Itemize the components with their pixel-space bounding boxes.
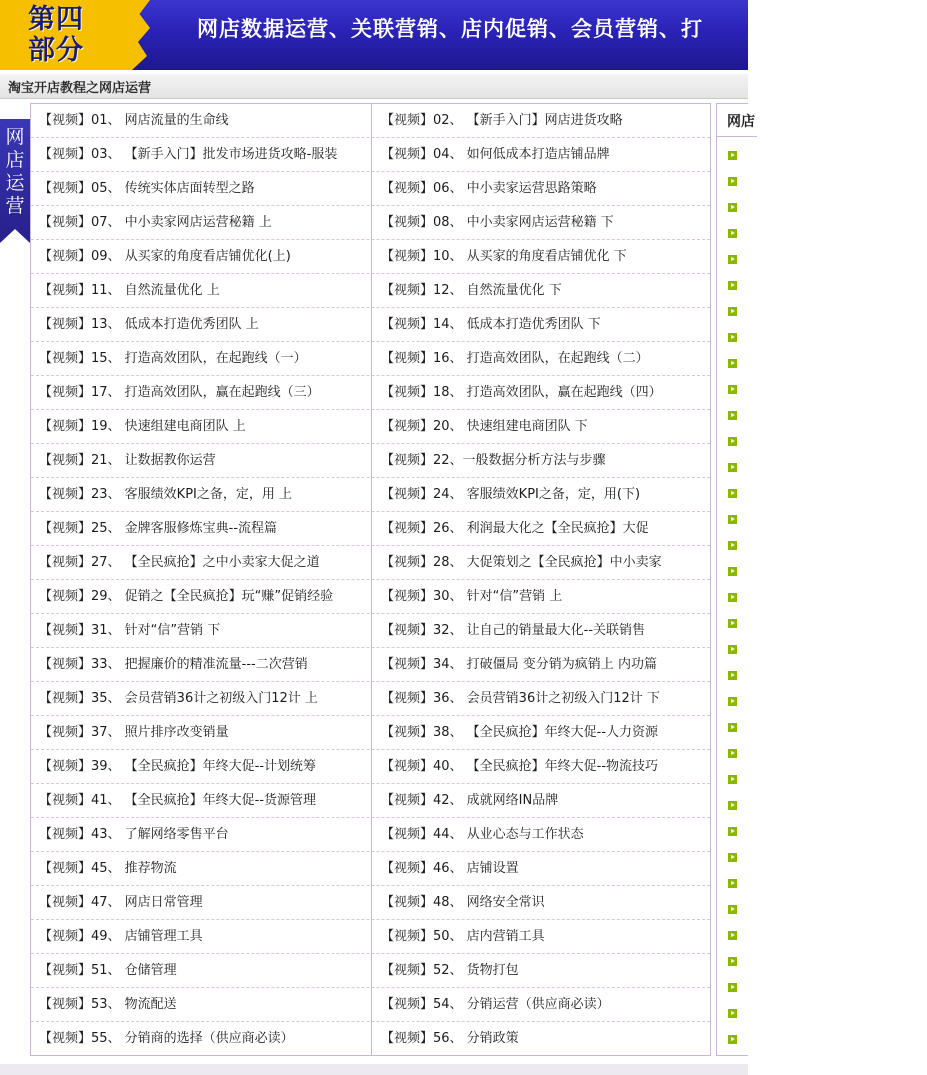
video-list-table: [30, 103, 711, 1056]
table-row: [31, 104, 710, 138]
bullet-arrow-icon: [728, 489, 737, 498]
bullet-arrow-icon: [728, 515, 737, 524]
video-link[interactable]: 【视频】37、 照片排序改变销量: [39, 725, 229, 740]
bullet-arrow-icon: [728, 541, 737, 550]
bullet-arrow-icon: [728, 385, 737, 394]
video-link[interactable]: 【视频】32、 让自己的销量最大化--关联销售: [381, 623, 646, 638]
video-link[interactable]: 【视频】27、 【全民疯抢】之中小卖家大促之道: [39, 555, 320, 570]
breadcrumb-title: 淘宝开店教程之网店运营: [8, 81, 152, 96]
table-row: [31, 886, 710, 920]
bullet-arrow-icon: [728, 697, 737, 706]
video-link[interactable]: 【视频】30、 针对“信”营销 上: [381, 589, 563, 604]
video-link[interactable]: 【视频】55、 分销商的选择（供应商必读）: [39, 1031, 294, 1046]
video-link[interactable]: 【视频】09、 从买家的角度看店铺优化(上): [39, 249, 291, 264]
video-link[interactable]: 【视频】08、 中小卖家网店运营秘籍 下: [381, 215, 614, 230]
video-link[interactable]: 【视频】33、 把握廉价的精准流量---二次营销: [39, 657, 308, 672]
footer-band: [0, 1064, 748, 1075]
bullet-arrow-icon: [728, 1035, 737, 1044]
video-link[interactable]: 【视频】56、 分销政策: [381, 1031, 519, 1046]
video-link[interactable]: 【视频】21、 让数据教你运营: [39, 453, 216, 468]
sidebar-title: 网店: [727, 114, 755, 130]
video-link[interactable]: 【视频】48、 网络安全常识: [381, 895, 545, 910]
table-row: [31, 954, 710, 988]
section-vertical-label: [0, 119, 30, 229]
video-link[interactable]: 【视频】20、 快速组建电商团队 下: [381, 419, 588, 434]
table-row: [31, 240, 710, 274]
video-link[interactable]: 【视频】43、 了解网络零售平台: [39, 827, 229, 842]
bullet-arrow-icon: [728, 619, 737, 628]
bullet-arrow-icon: [728, 437, 737, 446]
bullet-arrow-icon: [728, 983, 737, 992]
table-row: [31, 342, 710, 376]
table-row: [31, 818, 710, 852]
video-link[interactable]: 【视频】35、 会员营销36计之初级入门12计 上: [39, 691, 318, 706]
table-row: [31, 1022, 710, 1056]
vertical-label-arrow: [0, 229, 30, 243]
table-row: [31, 546, 710, 580]
table-row: [31, 988, 710, 1022]
bullet-arrow-icon: [728, 333, 737, 342]
video-link[interactable]: 【视频】50、 店内营销工具: [381, 929, 545, 944]
bullet-arrow-icon: [728, 255, 737, 264]
bullet-arrow-icon: [728, 723, 737, 732]
bullet-arrow-icon: [728, 229, 737, 238]
section-badge: [0, 0, 150, 70]
table-row: [31, 852, 710, 886]
video-link[interactable]: 【视频】31、 针对“信”营销 下: [39, 623, 221, 638]
video-link[interactable]: 【视频】07、 中小卖家网店运营秘籍 上: [39, 215, 272, 230]
table-row: [31, 784, 710, 818]
video-link[interactable]: 【视频】14、 低成本打造优秀团队 下: [381, 317, 601, 332]
video-link[interactable]: 【视频】40、 【全民疯抢】年终大促--物流技巧: [381, 759, 659, 774]
video-link[interactable]: 【视频】22、一般数据分析方法与步骤: [381, 453, 606, 468]
video-link[interactable]: 【视频】13、 低成本打造优秀团队 上: [39, 317, 259, 332]
video-link[interactable]: 【视频】25、 金牌客服修炼宝典--流程篇: [39, 521, 278, 536]
video-link[interactable]: 【视频】06、 中小卖家运营思路策略: [381, 181, 597, 196]
vertical-label-text: 网店运营: [5, 126, 25, 217]
bullet-arrow-icon: [728, 281, 737, 290]
table-row: [31, 308, 710, 342]
video-link[interactable]: 【视频】52、 货物打包: [381, 963, 519, 978]
video-link[interactable]: 【视频】53、 物流配送: [39, 997, 177, 1012]
bullet-arrow-icon: [728, 593, 737, 602]
bullet-arrow-icon: [728, 307, 737, 316]
video-link[interactable]: 【视频】29、 促销之【全民疯抢】玩“赚”促销经验: [39, 589, 334, 604]
badge-text: [28, 4, 128, 66]
badge-line-1: 第四: [28, 4, 84, 35]
table-row: [31, 376, 710, 410]
table-row: [31, 172, 710, 206]
video-link[interactable]: 【视频】02、 【新手入门】网店进货攻略: [381, 113, 623, 128]
table-row: [31, 138, 710, 172]
video-link[interactable]: 【视频】24、 客服绩效KPI之备，定，用(下): [381, 487, 641, 502]
video-link[interactable]: 【视频】41、 【全民疯抢】年终大促--货源管理: [39, 793, 317, 808]
video-link[interactable]: 【视频】54、 分销运营（供应商必读）: [381, 997, 610, 1012]
banner-title: 网店数据运营、关联营销、店内促销、会员营销、打: [197, 17, 703, 41]
video-link[interactable]: 【视频】26、 利润最大化之【全民疯抢】大促: [381, 521, 649, 536]
table-row: [31, 206, 710, 240]
bullet-arrow-icon: [728, 463, 737, 472]
video-link[interactable]: 【视频】44、 从业心态与工作状态: [381, 827, 584, 842]
table-row: [31, 682, 710, 716]
video-link[interactable]: 【视频】39、 【全民疯抢】年终大促--计划统筹: [39, 759, 317, 774]
table-row: [31, 614, 710, 648]
table-row: [31, 716, 710, 750]
bullet-arrow-icon: [728, 905, 737, 914]
bullet-arrow-icon: [728, 879, 737, 888]
video-link[interactable]: 【视频】19、 快速组建电商团队 上: [39, 419, 246, 434]
table-row: [31, 648, 710, 682]
video-link[interactable]: 【视频】18、 打造高效团队，赢在起跑线（四）: [381, 385, 662, 400]
video-link[interactable]: 【视频】04、 如何低成本打造店铺品牌: [381, 147, 610, 162]
video-link[interactable]: 【视频】12、 自然流量优化 下: [381, 283, 562, 298]
table-row: [31, 274, 710, 308]
table-row: [31, 444, 710, 478]
video-link[interactable]: 【视频】34、 打破僵局 变分销为疯销上 内功篇: [381, 657, 657, 672]
table-row: [31, 478, 710, 512]
bullet-arrow-icon: [728, 203, 737, 212]
video-link[interactable]: 【视频】05、 传统实体店面转型之路: [39, 181, 255, 196]
subheader-bar: [0, 74, 748, 99]
video-link[interactable]: 【视频】42、 成就网络IN品牌: [381, 793, 559, 808]
bullet-arrow-icon: [728, 411, 737, 420]
video-link[interactable]: 【视频】38、 【全民疯抢】年终大促--人力资源: [381, 725, 659, 740]
bullet-arrow-icon: [728, 177, 737, 186]
right-sidebar: [716, 103, 755, 1056]
bullet-arrow-icon: [728, 931, 737, 940]
video-link[interactable]: 【视频】36、 会员营销36计之初级入门12计 下: [381, 691, 660, 706]
video-link[interactable]: 【视频】47、 网店日常管理: [39, 895, 203, 910]
video-link[interactable]: 【视频】11、 自然流量优化 上: [39, 283, 220, 298]
video-link[interactable]: 【视频】23、 客服绩效KPI之备，定，用 上: [39, 487, 293, 502]
video-link[interactable]: 【视频】16、 打造高效团队，在起跑线（二）: [381, 351, 649, 366]
table-row: [31, 512, 710, 546]
bullet-arrow-icon: [728, 853, 737, 862]
video-link[interactable]: 【视频】51、 仓储管理: [39, 963, 177, 978]
video-link[interactable]: 【视频】45、 推荐物流: [39, 861, 177, 876]
video-link[interactable]: 【视频】03、 【新手入门】批发市场进货攻略-服装: [39, 147, 338, 162]
bullet-arrow-icon: [728, 775, 737, 784]
video-link[interactable]: 【视频】01、 网店流量的生命线: [39, 113, 229, 128]
bullet-arrow-icon: [728, 645, 737, 654]
bullet-arrow-icon: [728, 801, 737, 810]
bullet-arrow-icon: [728, 567, 737, 576]
table-row: [31, 580, 710, 614]
video-link[interactable]: 【视频】10、 从买家的角度看店铺优化 下: [381, 249, 627, 264]
bullet-arrow-icon: [728, 749, 737, 758]
bullet-arrow-icon: [728, 671, 737, 680]
video-link[interactable]: 【视频】49、 店铺管理工具: [39, 929, 203, 944]
badge-line-2: 部分: [28, 35, 84, 66]
video-link[interactable]: 【视频】15、 打造高效团队，在起跑线（一）: [39, 351, 307, 366]
table-row: [31, 920, 710, 954]
bullet-arrow-icon: [728, 1009, 737, 1018]
bullet-arrow-icon: [728, 827, 737, 836]
video-link[interactable]: 【视频】17、 打造高效团队，赢在起跑线（三）: [39, 385, 320, 400]
video-link[interactable]: 【视频】28、 大促策划之【全民疯抢】中小卖家: [381, 555, 662, 570]
table-row: [31, 750, 710, 784]
header-banner: [0, 0, 748, 70]
bullet-arrow-icon: [728, 151, 737, 160]
bullet-arrow-icon: [728, 957, 737, 966]
video-link[interactable]: 【视频】46、 店铺设置: [381, 861, 519, 876]
bullet-arrow-icon: [728, 359, 737, 368]
sidebar-divider: [717, 136, 757, 137]
table-row: [31, 410, 710, 444]
